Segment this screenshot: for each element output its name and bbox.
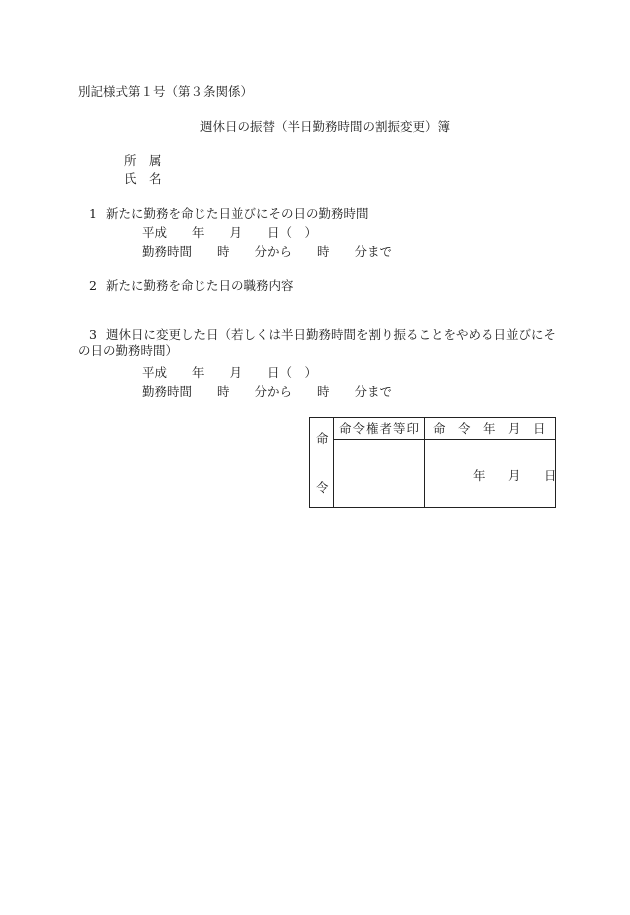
order-date-month: 月 xyxy=(508,468,521,483)
document-title: 週休日の振替（半日勤務時間の割振変更）簿 xyxy=(200,119,451,134)
order-date-year: 年 xyxy=(473,468,486,483)
item-1-heading: 新たに勤務を命じた日並びにその日の勤務時間 xyxy=(106,206,369,221)
item-2-heading: 新たに勤務を命じた日の職務内容 xyxy=(106,278,294,293)
item-3-date-line: 平成 年 月 日（ ） xyxy=(142,365,318,380)
order-table xyxy=(309,417,556,508)
order-side-label-1: 命 xyxy=(316,431,329,446)
item-1-number: 1 xyxy=(89,206,97,221)
issuer-seal-header: 命令権者等印 xyxy=(339,421,421,436)
item-1-date-line: 平成 年 月 日（ ） xyxy=(142,225,318,240)
item-2-number: 2 xyxy=(89,278,97,293)
order-date-day: 日 xyxy=(544,468,557,483)
affiliation-label: 所 属 xyxy=(124,153,162,168)
table-divider-middle xyxy=(424,418,425,507)
order-side-label-2: 令 xyxy=(316,480,329,495)
table-divider-left xyxy=(333,418,334,507)
name-label: 氏 名 xyxy=(124,171,162,186)
item-3-time-line: 勤務時間 時 分から 時 分まで xyxy=(142,384,393,399)
item-3-number: 3 xyxy=(89,327,97,342)
table-header-rule xyxy=(333,439,555,440)
item-3-heading: 週休日に変更した日（若しくは半日勤務時間を割り振ることをやめる日並びにその日の勤務時間） xyxy=(78,327,557,358)
form-number: 別記様式第１号（第３条関係） xyxy=(78,84,254,99)
item-1-time-line: 勤務時間 時 分から 時 分まで xyxy=(142,244,393,259)
order-date-header: 命 令 年 月 日 xyxy=(433,421,546,436)
